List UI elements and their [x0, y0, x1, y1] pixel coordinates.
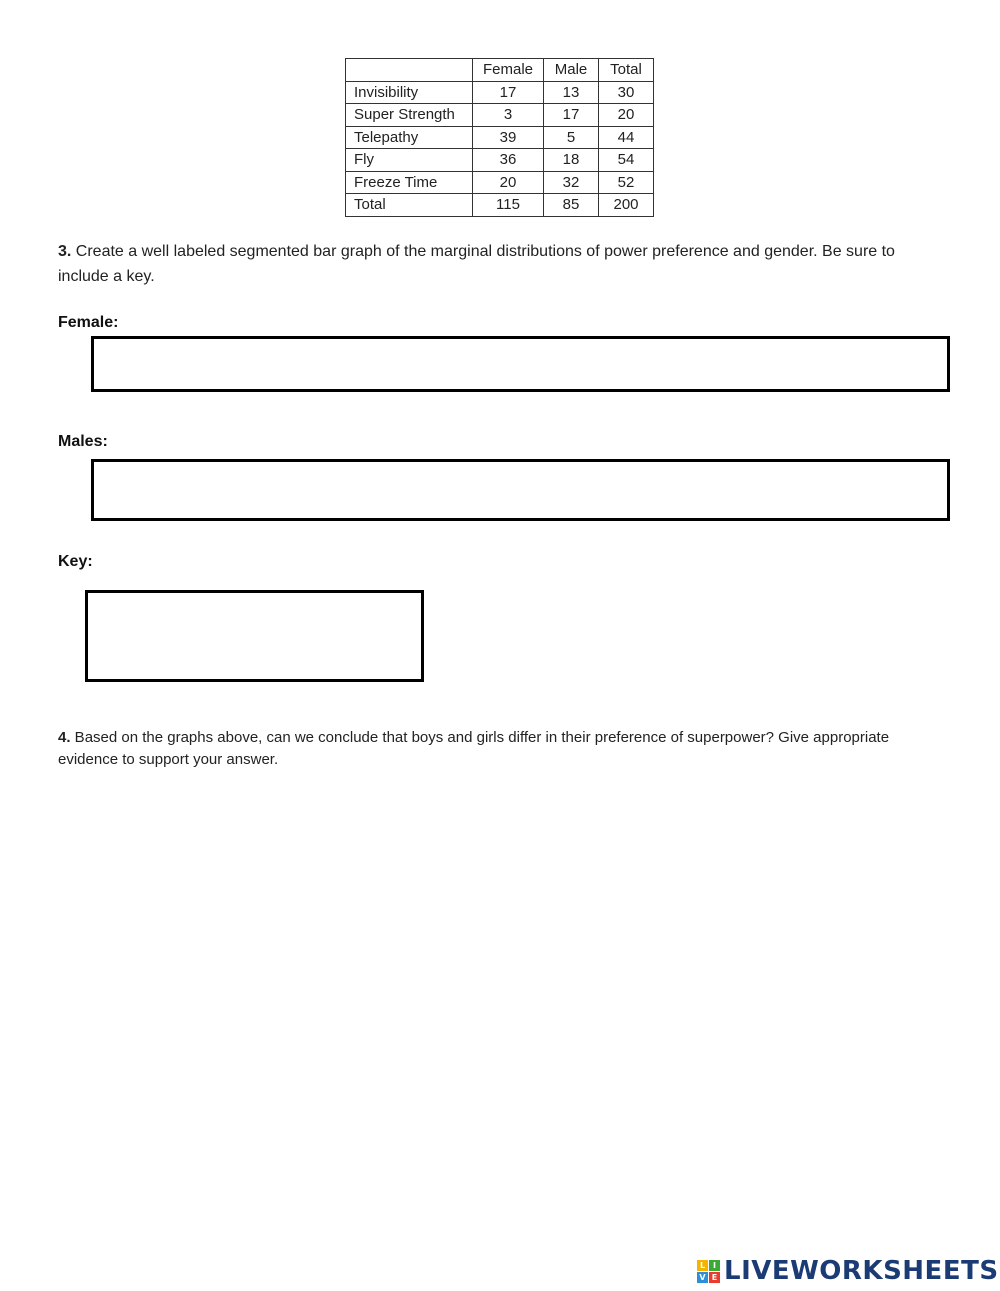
female-answer-box[interactable] — [91, 336, 950, 392]
cell-male: 17 — [544, 104, 599, 127]
table-header-total: Total — [599, 59, 654, 82]
cell-total: 200 — [599, 194, 654, 217]
table-header-blank — [346, 59, 473, 82]
cell-female: 3 — [473, 104, 544, 127]
liveworksheets-logo-icon — [697, 1260, 720, 1283]
table-header-male: Male — [544, 59, 599, 82]
cell-female: 17 — [473, 81, 544, 104]
cell-total: 52 — [599, 171, 654, 194]
cell-total: 30 — [599, 81, 654, 104]
row-label: Freeze Time — [346, 171, 473, 194]
table-row — [346, 81, 654, 104]
cell-total: 20 — [599, 104, 654, 127]
cell-male: 5 — [544, 126, 599, 149]
logo-tile-v: V — [697, 1272, 708, 1283]
key-answer-box[interactable] — [85, 590, 424, 682]
row-label: Telepathy — [346, 126, 473, 149]
power-preference-table — [345, 58, 654, 217]
table-row — [346, 171, 654, 194]
cell-female: 115 — [473, 194, 544, 217]
row-label: Fly — [346, 149, 473, 172]
table-header-row — [346, 59, 654, 82]
question-4-number: 4. — [58, 729, 71, 746]
cell-female: 39 — [473, 126, 544, 149]
table-row-total — [346, 194, 654, 217]
logo-tile-l: L — [697, 1260, 708, 1271]
key-label: Key: — [58, 553, 93, 570]
table-row — [346, 104, 654, 127]
row-label: Total — [346, 194, 473, 217]
liveworksheets-logo — [697, 1256, 999, 1286]
cell-total: 54 — [599, 149, 654, 172]
cell-total: 44 — [599, 126, 654, 149]
table-row — [346, 149, 654, 172]
cell-male: 13 — [544, 81, 599, 104]
question-4-text: Based on the graphs above, can we conclude that boys and girls differ in their preference of superpower? Give appropriate evidence to support your answer. — [58, 729, 890, 768]
males-label: Males: — [58, 433, 108, 450]
table-row — [346, 126, 654, 149]
cell-female: 20 — [473, 171, 544, 194]
logo-tile-e: E — [709, 1272, 720, 1283]
males-answer-box[interactable] — [91, 459, 950, 521]
liveworksheets-wordmark: LIVEWORKSHEETS — [724, 1256, 999, 1286]
table-header-female: Female — [473, 59, 544, 82]
question-4 — [58, 727, 938, 771]
row-label: Super Strength — [346, 104, 473, 127]
cell-male: 32 — [544, 171, 599, 194]
female-label: Female: — [58, 314, 119, 331]
cell-male: 18 — [544, 149, 599, 172]
logo-tile-i: I — [709, 1260, 720, 1271]
row-label: Invisibility — [346, 81, 473, 104]
question-3 — [58, 239, 938, 289]
question-3-number: 3. — [58, 243, 72, 260]
cell-male: 85 — [544, 194, 599, 217]
question-3-text: Create a well labeled segmented bar graph of the marginal distributions of power preference and gender. Be sure to include a key. — [58, 243, 895, 285]
cell-female: 36 — [473, 149, 544, 172]
